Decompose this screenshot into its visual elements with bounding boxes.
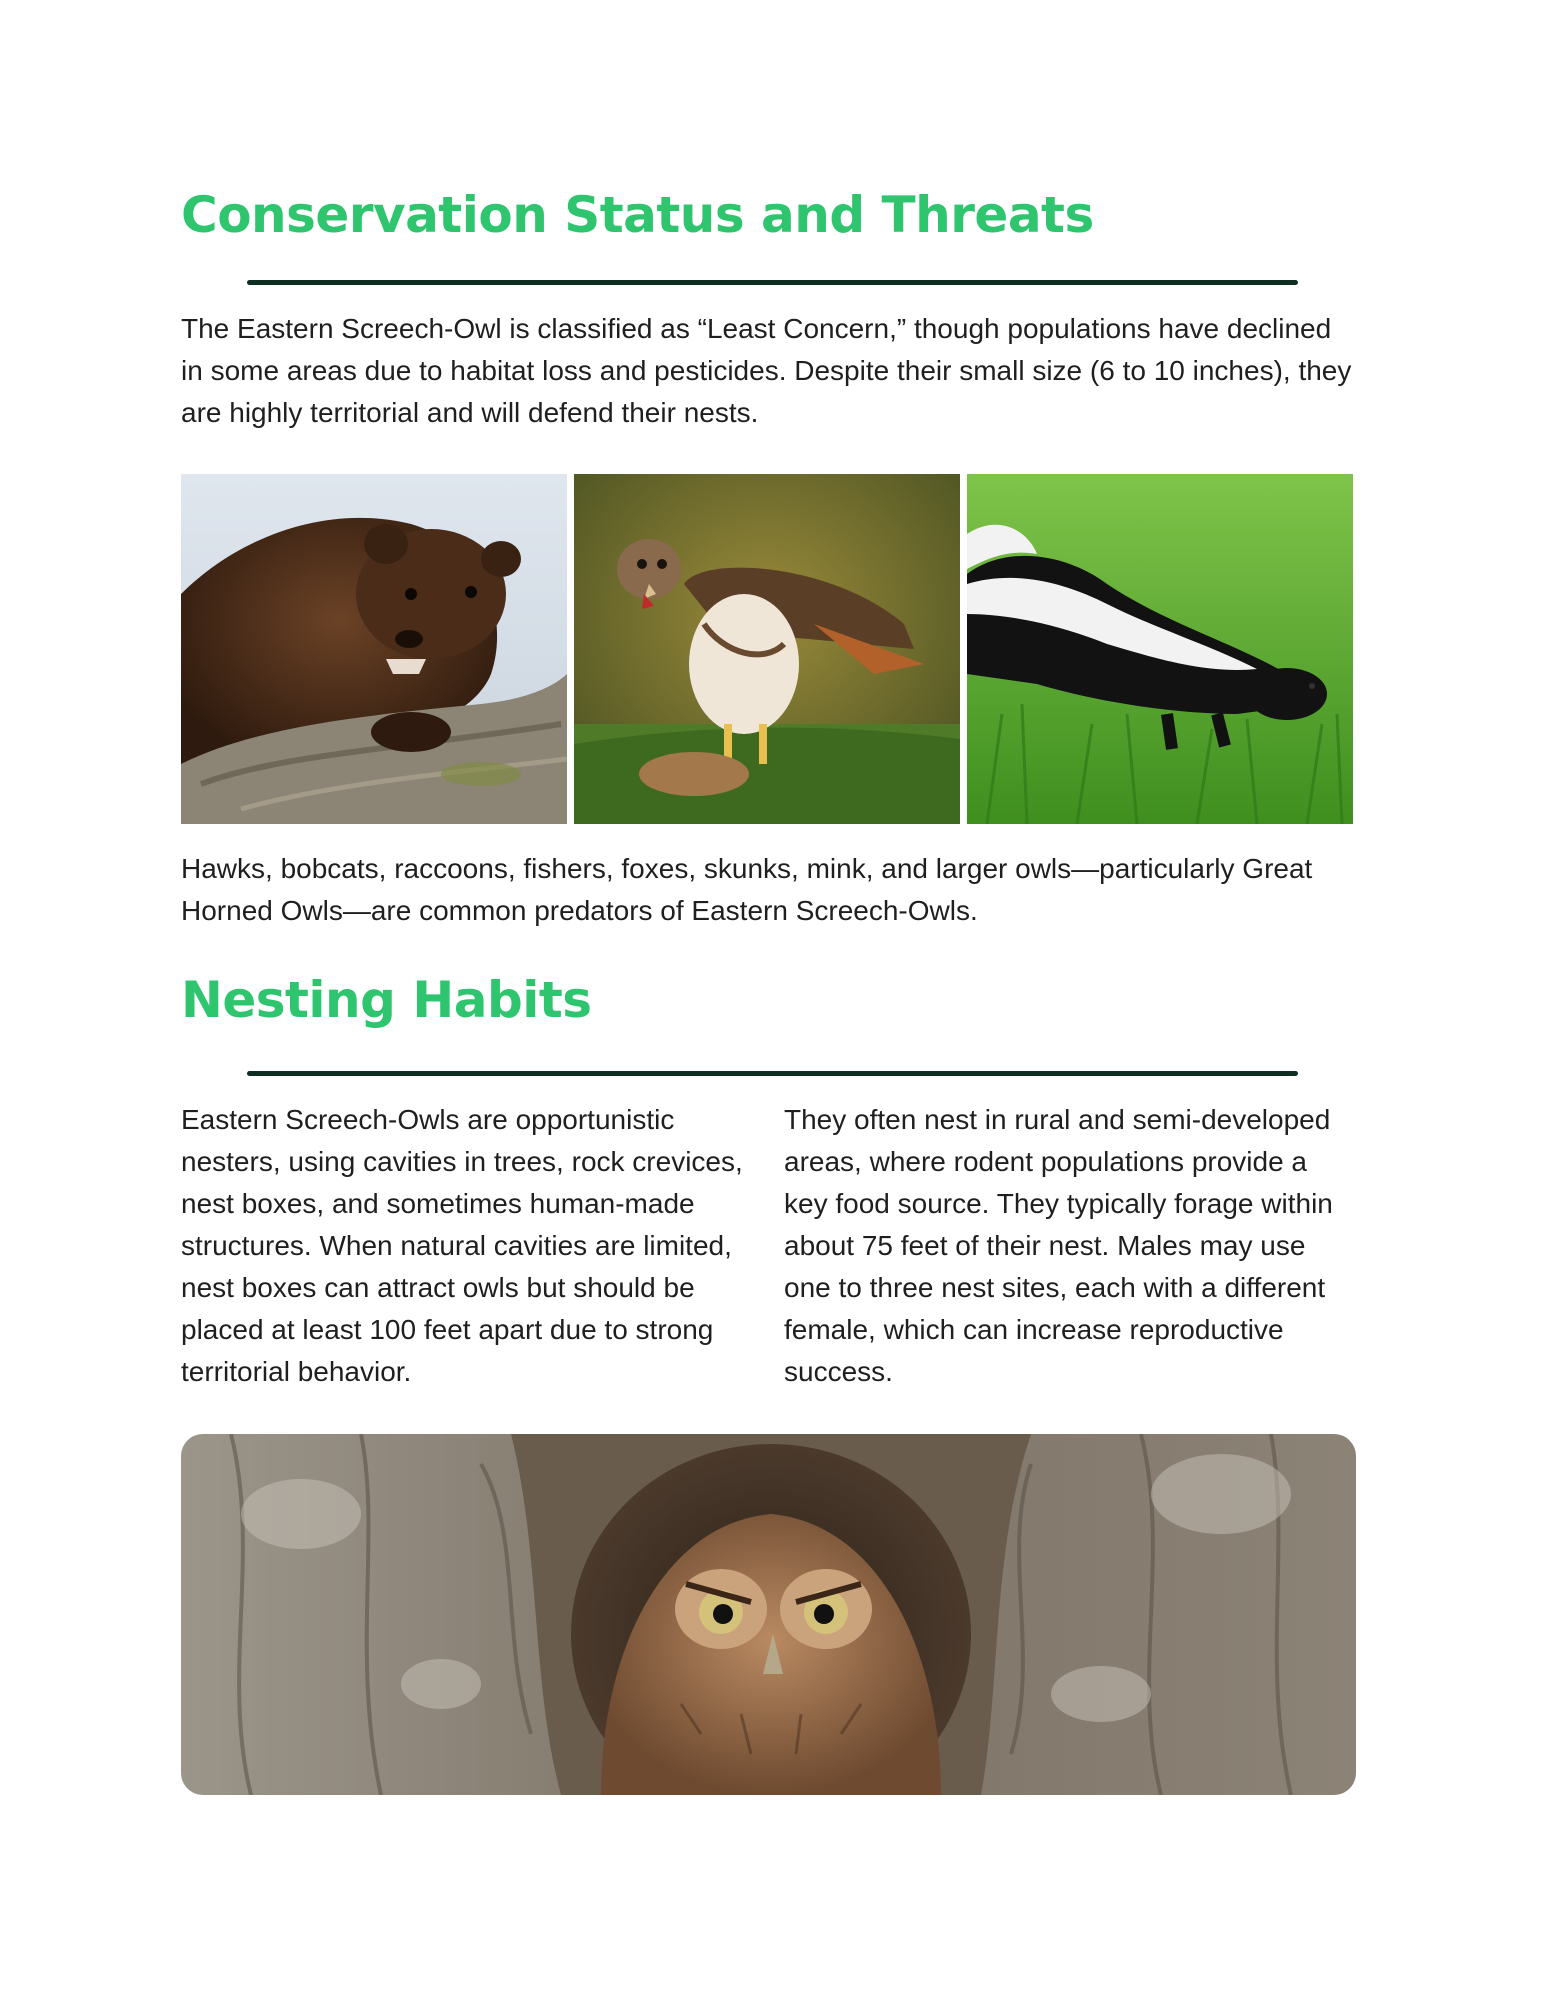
hawk-photo [574,474,960,824]
nesting-divider [247,1071,1298,1076]
skunk-photo [967,474,1353,824]
fisher-photo [181,474,567,824]
conservation-heading: Conservation Status and Threats [181,186,1094,244]
conservation-intro: The Eastern Screech-Owl is classified as “Least Concern,” though populations have declined in some areas due to habitat loss and pesticides. Despite their small size (6 to 10 inches), they are highly territorial and will defend their nests. [181,313,1352,428]
owl-in-tree-photo [181,1434,1356,1795]
nesting-column-right: They often nest in rural and semi-developed areas, where rodent populations provide a key food source. They typically forage within about 75 feet of their nest. Males may use one to three nest sites, each with a different female, which can increase reproductive success. [784,1104,1333,1387]
conservation-divider [247,280,1298,285]
nesting-column-left: Eastern Screech-Owls are opportunistic nesters, using cavities in trees, rock crevices, nest boxes, and sometimes human-made structures. When natural cavities are limited, nest boxes can attract owls but should be placed at least 100 feet apart due to strong territorial behavior. [181,1104,743,1387]
nesting-heading: Nesting Habits [181,971,592,1029]
predators-text: Hawks, bobcats, raccoons, fishers, foxes, skunks, mink, and larger owls—particularly Great Horned Owls—are common predators of Eastern Screech-Owls. [181,853,1313,926]
